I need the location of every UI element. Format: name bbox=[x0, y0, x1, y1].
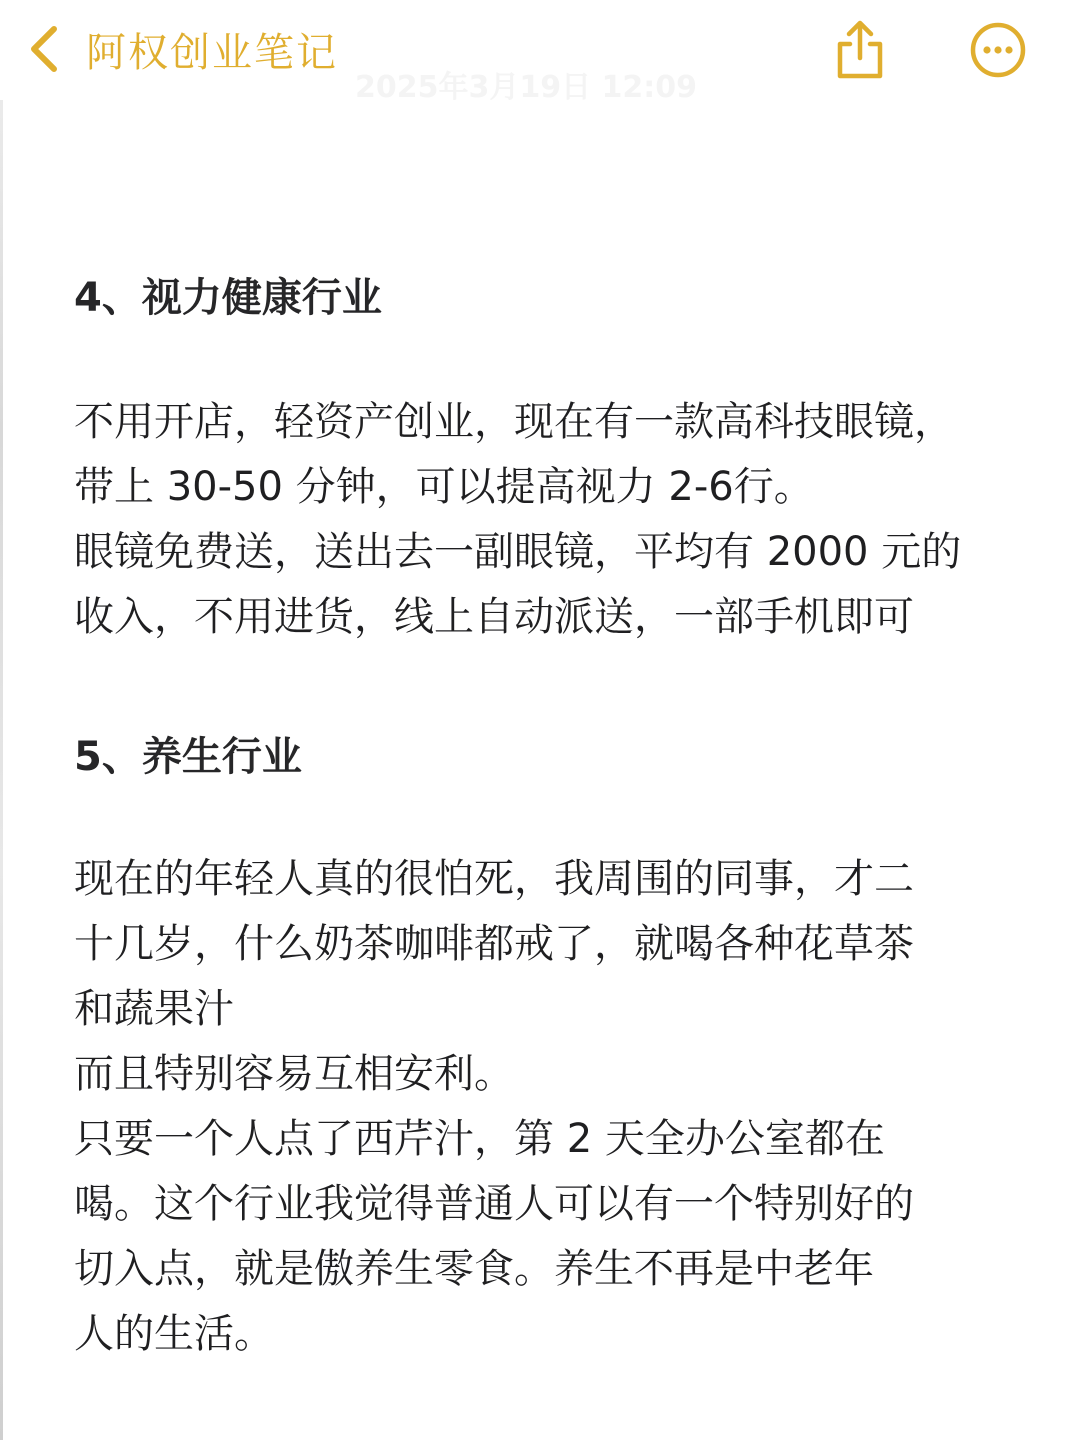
note-date: 2025年3月19日 12:09 bbox=[355, 70, 698, 105]
section-heading: 4、视力健康行业 bbox=[74, 275, 382, 321]
left-edge-divider bbox=[0, 0, 3, 1440]
text-line: 带上 30-50 分钟，可以提高视力 2-6行。 bbox=[74, 464, 814, 510]
text-line: 而且特别容易互相安利。 bbox=[74, 1051, 514, 1097]
more-icon bbox=[966, 67, 1030, 86]
text-line: 只要一个人点了西芹汁，第 2 天全办公室都在 bbox=[74, 1116, 885, 1162]
section-paragraph bbox=[74, 390, 961, 650]
text-line: 和蔬果汁 bbox=[74, 986, 234, 1032]
section-heading: 5、养生行业 bbox=[74, 734, 302, 780]
text-line: 眼镜免费送，送出去一副眼镜，平均有 2000 元的 bbox=[74, 529, 962, 575]
text-line: 喝。这个行业我觉得普通人可以有一个特别好的 bbox=[74, 1181, 914, 1227]
text-line: 不用开店，轻资产创业，现在有一款高科技眼镜， bbox=[74, 399, 954, 445]
text-line: 收入，不用进货，线上自动派送，一部手机即可 bbox=[74, 594, 914, 640]
chevron-left-icon bbox=[24, 23, 64, 75]
back-button[interactable] bbox=[24, 14, 338, 84]
text-line: 现在的年轻人真的很怕死，我周围的同事，才二 bbox=[74, 856, 914, 902]
text-line: 切入点，就是傲养生零食。养生不再是中老年 bbox=[74, 1246, 874, 1292]
text-line: 十几岁，什么奶茶咖啡都戒了，就喝各种花草茶 bbox=[74, 921, 914, 967]
navigation-bar bbox=[0, 0, 1080, 105]
share-button[interactable] bbox=[828, 18, 892, 82]
share-icon bbox=[828, 67, 892, 86]
text-line: 人的生活。 bbox=[74, 1311, 274, 1357]
section-paragraph bbox=[74, 847, 914, 1367]
more-button[interactable] bbox=[966, 18, 1030, 82]
back-label: 阿权创业笔记 bbox=[86, 29, 338, 76]
